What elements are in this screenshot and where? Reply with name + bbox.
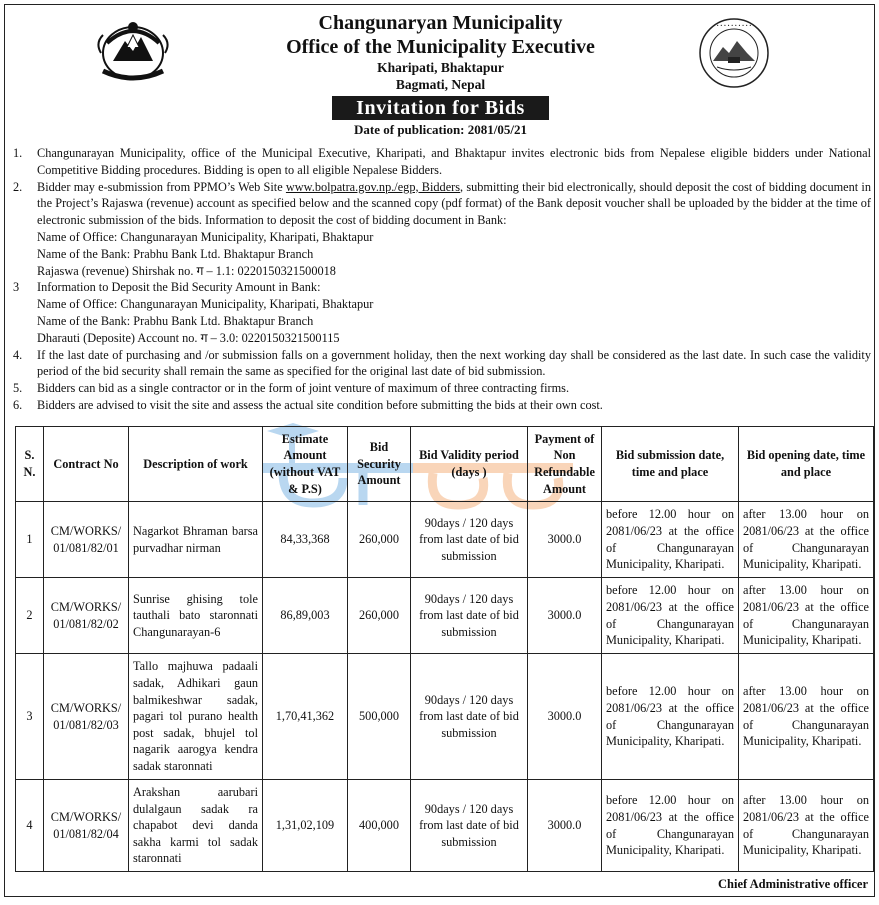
table-row: 2 CM/WORKS/ 01/081/82/02 Sunrise ghising tole tauthali bato staronnati Changunarayan-6 86,89,003 260,000 90days / 120 days from last date of bid submission 3000.0 before 12.00 hour on 2081/06/23 at the office of Changunarayan Municipality, Kharipati. after 13.00 hour on 2081/06/23 at the office of Changunarayan Municipality, Kharipati. <box>16 578 874 654</box>
bids-table <box>15 426 874 872</box>
table-row: 4 CM/WORKS/ 01/081/82/04 Arakshan aarubari dulalgaun sadak ra chapabot devi danda sakha karmi tol sadak staronnati 1,31,02,109 400,000 90days / 120 days from last date of bid submission 3000.0 before 12.00 hour on 2081/06/23 at the office of Changunarayan Municipality, Kharipati. after 13.00 hour on 2081/06/23 at the office of Changunarayan Municipality, Kharipati. <box>16 780 874 872</box>
address-line-2: Bagmati, Nepal <box>395 77 486 92</box>
col-header-sn: S. N. <box>16 427 44 502</box>
clauses-list <box>13 145 871 414</box>
col-header-description: Description of work <box>129 427 263 502</box>
col-header-security: Bid Security Amount <box>348 427 411 502</box>
address-line-1: Kharipati, Bhaktapur <box>377 60 504 75</box>
col-header-validity: Bid Validity period (days ) <box>411 427 528 502</box>
clause-6: 6. Bidders are advised to visit the site and assess the actual site condition before submitting the bids at their own cost. <box>13 397 603 412</box>
clause-3: 3 Information to Deposit the Bid Security Amount in Bank: Name of Office: Changunarayan Municipality, Kharipati, Bhaktapur Name of the Bank: Prabhu Bank Ltd. Bhaktapur Branch Dharauti (Deposite) Account no. ग – 3.0: 0220150321500115 <box>13 280 374 345</box>
col-header-contract: Contract No <box>44 427 129 502</box>
publication-date: Date of publication: 2081/05/21 <box>354 122 527 137</box>
bid-notice-page <box>4 4 875 897</box>
bolpatra-link[interactable]: www.bolpatra.gov.np./egp, Bidders <box>285 179 461 194</box>
table-row: 1 CM/WORKS/ 01/081/82/01 Nagarkot Bhraman barsa purvadhar nirman 84,33,368 260,000 90days / 120 days from last date of bid submission 3000.0 before 12.00 hour on 2081/06/23 at the office of Changunarayan Municipality, Kharipati. after 13.00 hour on 2081/06/23 at the office of Changunarayan Municipality, Kharipati. <box>16 502 874 578</box>
notice-title: Invitation for Bids <box>332 96 549 120</box>
clause-4: 4. If the last date of purchasing and /or submission falls on a government holiday, then the next working day shall be considered as the last date. In such case the validity period of the bid security shall remain the same as specified for the original last date of bid submission. <box>13 347 871 379</box>
col-header-submission: Bid submission date, time and place <box>602 427 739 502</box>
col-header-payment: Payment of Non Refundable Amount <box>528 427 602 502</box>
table-row: 3 CM/WORKS/ 01/081/82/03 Tallo majhuwa padaali sadak, Adhikari gaun balmikeshwar sadak, pagari tol purano health post sadak, bhujel tol nagarik aarogya kendra sadak staronnati 1,70,41,362 500,000 90days / 120 days from last date of bid submission 3000.0 before 12.00 hour on 2081/06/23 at the office of Changunarayan Municipality, Kharipati. after 13.00 hour on 2081/06/23 at the office of Changunarayan Municipality, Kharipati. <box>16 654 874 780</box>
clause-2: 2. Bidder may e-submission from PPMO’s Web Site www.bolpatra.gov.np./egp, Bidders, submitting their bid electronically, should deposit the cost of bidding document in the Project’s Rajaswa (revenue) account as specified below and the scanned copy (pdf format) of the Bank deposit voucher shall be uploaded by the bidder at the time of electronic submission of the bids. Information to deposit the cost of bidding document in Bank: Name of Office: Changunarayan Municipality, Kharipati, Bhaktapur Name of the Bank: Prabhu Bank Ltd. Bhaktapur Branch Rajaswa (revenue) Shirshak no. ग – 1.1: 0220150321500018 <box>13 179 871 278</box>
svg-text:• • • • • • • • • •: • • • • • • • • • • <box>716 23 752 28</box>
municipality-name: Changunaryan Municipality <box>318 12 563 34</box>
clause-1: 1. Changunarayan Municipality, office of the Municipal Executive, Kharipati, and Bhaktapur invites electronic bids from Nepalese eligible bidders under National Competitive Bidding procedures. Bidding is open to all eligible Nepalese Bidders. <box>13 146 871 177</box>
signatory: Chief Administrative officer <box>718 877 868 891</box>
col-header-estimate: Estimate Amount (without VAT & P.S) <box>263 427 348 502</box>
office-name: Office of the Municipality Executive <box>286 36 595 58</box>
notice-header <box>5 11 876 138</box>
col-header-opening: Bid opening date, time and place <box>739 427 874 502</box>
table-header-row <box>16 427 874 502</box>
clause-5: 5. Bidders can bid as a single contractor or in the form of joint venture of maximum of three contracting firms. <box>13 381 570 396</box>
